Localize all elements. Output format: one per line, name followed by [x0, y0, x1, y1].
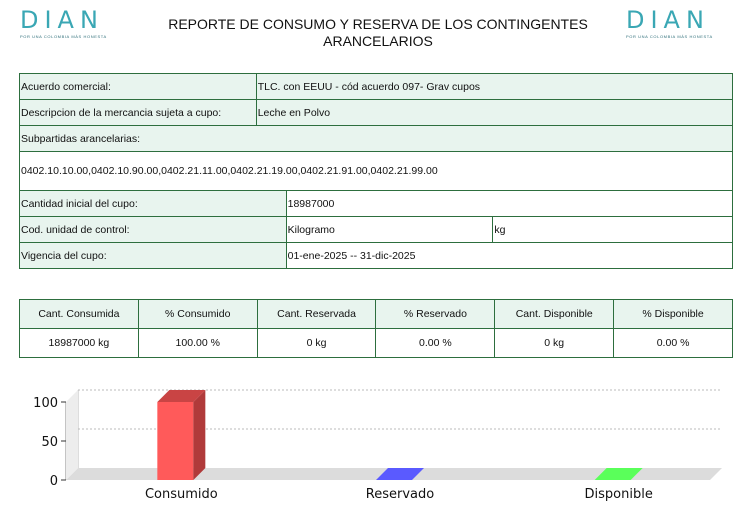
info-row-acuerdo [20, 74, 733, 100]
report-title-line1: REPORTE DE CONSUMO Y RESERVA DE LOS CONTINGENTES [168, 16, 588, 32]
chart-y-tick-label: 100 [33, 396, 58, 411]
logo-tagline: POR UNA COLOMBIA MÁS HONESTA [20, 34, 107, 39]
summary-value: 0 kg [257, 329, 376, 358]
summary-value: 18987000 kg [20, 329, 139, 358]
summary-header: % Disponible [614, 300, 733, 329]
info-row-descripcion [20, 100, 733, 126]
info-row-vigencia [20, 243, 733, 269]
logo-tagline: POR UNA COLOMBIA MÁS HONESTA [626, 34, 713, 39]
subpartidas-value: 0402.10.10.00,0402.10.90.00,0402.21.11.00,0402.21.19.00,0402.21.91.00,0402.21.99.00 [20, 152, 733, 191]
descripcion-value: Leche en Polvo [256, 100, 732, 126]
quota-info-table [19, 73, 733, 269]
acuerdo-label: Acuerdo comercial: [20, 74, 257, 100]
summary-header-row [20, 300, 733, 329]
dian-logo-right [626, 8, 736, 46]
summary-header: Cant. Reservada [257, 300, 376, 329]
chart-y-tick-label: 50 [41, 435, 58, 450]
vigencia-value: 01-ene-2025 -- 31-dic-2025 [286, 243, 732, 269]
descripcion-label: Descripcion de la mercancia sujeta a cupo: [20, 100, 257, 126]
summary-header: Cant. Consumida [20, 300, 139, 329]
summary-header: % Reservado [376, 300, 495, 329]
summary-value: 0.00 % [614, 329, 733, 358]
summary-header: % Consumido [138, 300, 257, 329]
chart-bar [157, 402, 193, 480]
logo-wordmark: DIAN [20, 6, 104, 34]
cantidad-label: Cantidad inicial del cupo: [20, 191, 287, 217]
unidad-code: kg [493, 217, 733, 243]
unidad-label: Cod. unidad de control: [20, 217, 287, 243]
report-title [140, 16, 616, 50]
chart-y-tick-label: 0 [49, 474, 58, 489]
info-row-unidad [20, 217, 733, 243]
summary-value: 100.00 % [138, 329, 257, 358]
unidad-value: Kilogramo [286, 217, 493, 243]
summary-value: 0.00 % [376, 329, 495, 358]
consumption-bar-chart [0, 370, 756, 515]
dian-logo-left [20, 8, 130, 46]
chart-bar-side [193, 390, 205, 480]
summary-value-row [20, 329, 733, 358]
chart-category-label: Reservado [365, 487, 435, 502]
info-row-subpartidas-value [20, 152, 733, 191]
info-row-subpartidas-label [20, 126, 733, 152]
subpartidas-label: Subpartidas arancelarias: [20, 126, 733, 152]
info-row-cantidad [20, 191, 733, 217]
summary-table [19, 299, 733, 358]
report-title-line2: ARANCELARIOS [323, 33, 433, 49]
chart-category-label: Disponible [584, 487, 653, 502]
cantidad-value: 18987000 [286, 191, 732, 217]
logo-wordmark: DIAN [626, 6, 710, 34]
vigencia-label: Vigencia del cupo: [20, 243, 287, 269]
acuerdo-value: TLC. con EEUU - cód acuerdo 097- Grav cupos [256, 74, 732, 100]
summary-header: Cant. Disponible [495, 300, 614, 329]
chart-category-label: Consumido [144, 487, 218, 502]
summary-value: 0 kg [495, 329, 614, 358]
chart-side-wall [66, 390, 78, 480]
